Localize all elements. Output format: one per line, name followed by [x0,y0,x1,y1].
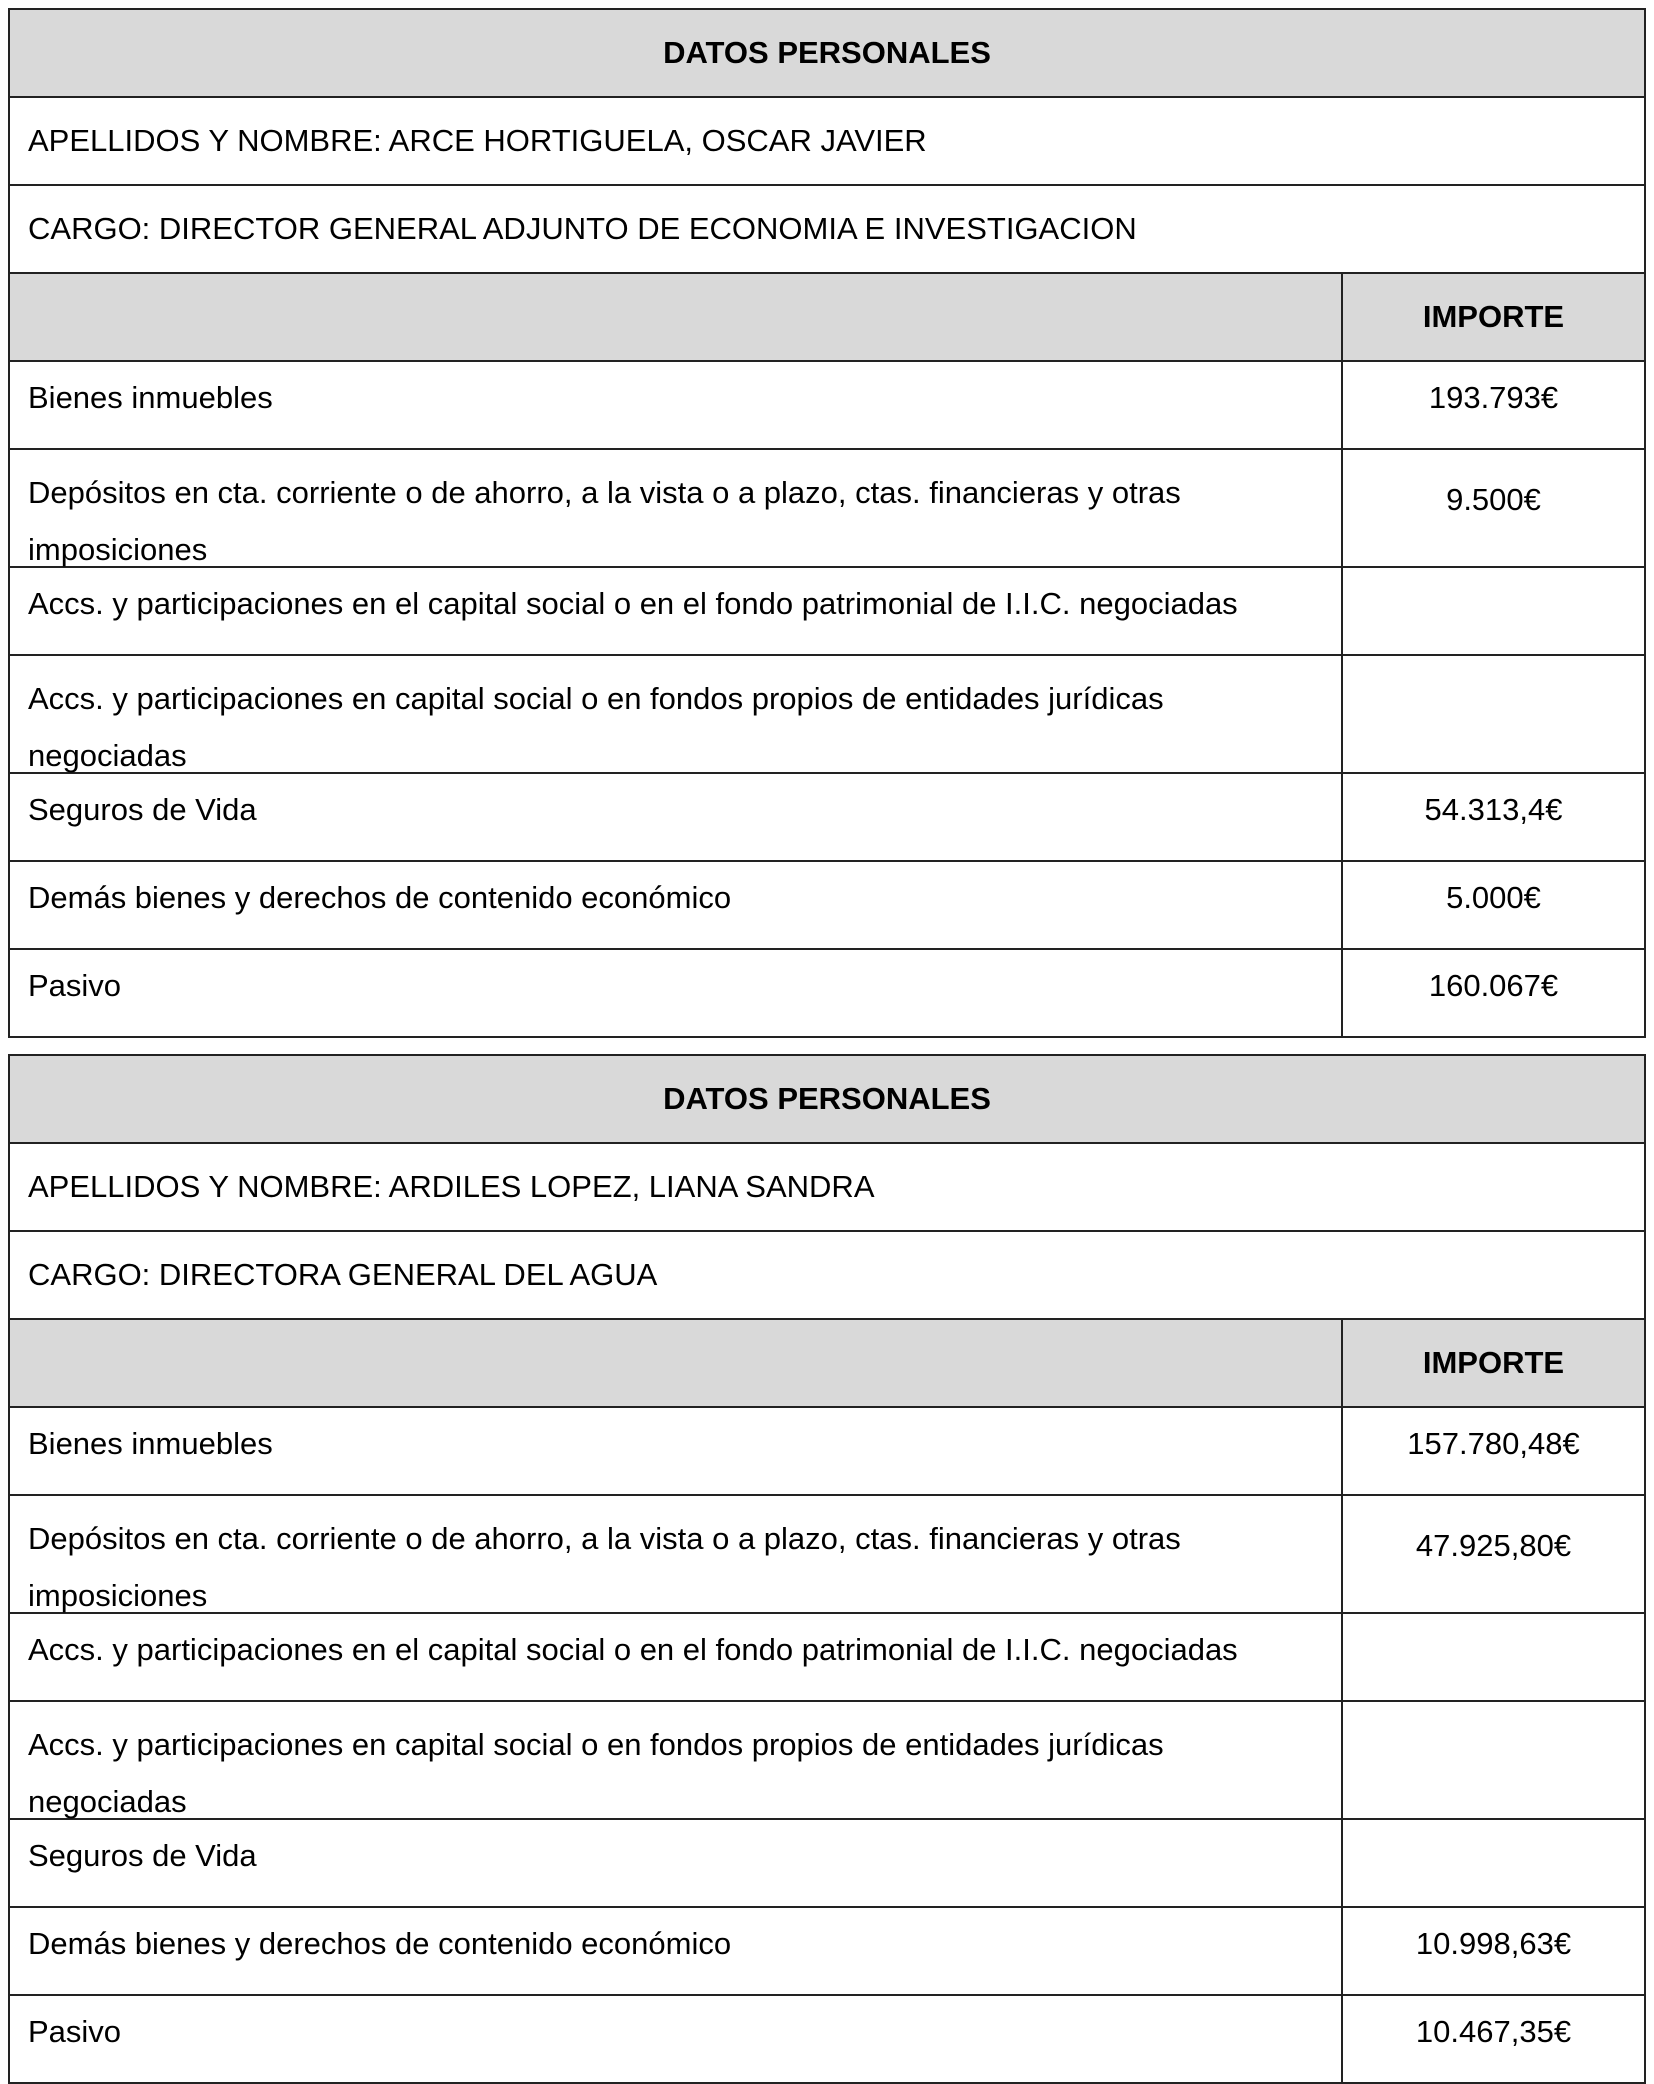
row-label: Demás bienes y derechos de contenido económico [10,1908,1343,1994]
row-label: Depósitos en cta. corriente o de ahorro, a la vista o a plazo, ctas. financieras y otras imposiciones [10,450,1343,566]
amount-column-header: IMPORTE [1343,1320,1644,1406]
table-row [10,1406,1644,1494]
label-column-header [10,274,1343,360]
row-amount: 47.925,80€ [1415,1528,1572,1563]
row-label: Pasivo [10,950,1343,1036]
row-label: Bienes inmuebles [10,1408,1343,1494]
name-line: APELLIDOS Y NOMBRE: ARCE HORTIGUELA, OSCAR JAVIER [28,123,927,158]
table-row [10,654,1644,772]
row-label: Accs. y participaciones en capital social o en fondos propios de entidades jurídicas negociadas [10,656,1343,772]
section-title: DATOS PERSONALES [10,10,1644,96]
row-label: Seguros de Vida [10,1820,1343,1906]
table-row [10,948,1644,1036]
row-label: Depósitos en cta. corriente o de ahorro, a la vista o a plazo, ctas. financieras y otras imposiciones [10,1496,1343,1612]
table-row [10,448,1644,566]
position-line: CARGO: DIRECTORA GENERAL DEL AGUA [28,1257,658,1292]
row-amount: 5.000€ [1446,880,1541,915]
row-amount: 160.067€ [1428,968,1559,1003]
row-label: Accs. y participaciones en capital social o en fondos propios de entidades jurídicas negociadas [10,1702,1343,1818]
table-row [10,860,1644,948]
row-amount [1343,568,1644,654]
row-amount: 9.500€ [1446,482,1541,517]
name-line: APELLIDOS Y NOMBRE: ARDILES LOPEZ, LIANA SANDRA [28,1169,875,1204]
position-line: CARGO: DIRECTOR GENERAL ADJUNTO DE ECONOMIA E INVESTIGACION [28,211,1137,246]
table-row [10,1612,1644,1700]
table-row [10,1994,1644,2082]
amount-column-header: IMPORTE [1343,274,1644,360]
declaration-table-2 [8,1054,1646,2084]
row-label: Accs. y participaciones en el capital social o en el fondo patrimonial de I.I.C. negociadas [10,568,1343,654]
table-row [10,1906,1644,1994]
table-row [10,1818,1644,1906]
table-row [10,1700,1644,1818]
row-label: Bienes inmuebles [10,362,1343,448]
row-label: Pasivo [10,1996,1343,2082]
section-title: DATOS PERSONALES [10,1056,1644,1142]
row-label: Seguros de Vida [10,774,1343,860]
row-amount [1343,1820,1644,1906]
table-row [10,772,1644,860]
row-amount: 10.467,35€ [1415,2014,1572,2049]
table-row [10,1494,1644,1612]
label-column-header [10,1320,1343,1406]
row-label: Demás bienes y derechos de contenido económico [10,862,1343,948]
row-amount [1343,1702,1644,1818]
declaration-table-1 [8,8,1646,1038]
row-amount: 193.793€ [1428,380,1559,415]
row-label: Accs. y participaciones en el capital social o en el fondo patrimonial de I.I.C. negociadas [10,1614,1343,1700]
table-row [10,360,1644,448]
row-amount [1343,1614,1644,1700]
row-amount: 157.780,48€ [1407,1426,1580,1461]
row-amount: 10.998,63€ [1415,1926,1572,1961]
row-amount [1343,656,1644,772]
table-row [10,566,1644,654]
row-amount: 54.313,4€ [1424,792,1563,827]
